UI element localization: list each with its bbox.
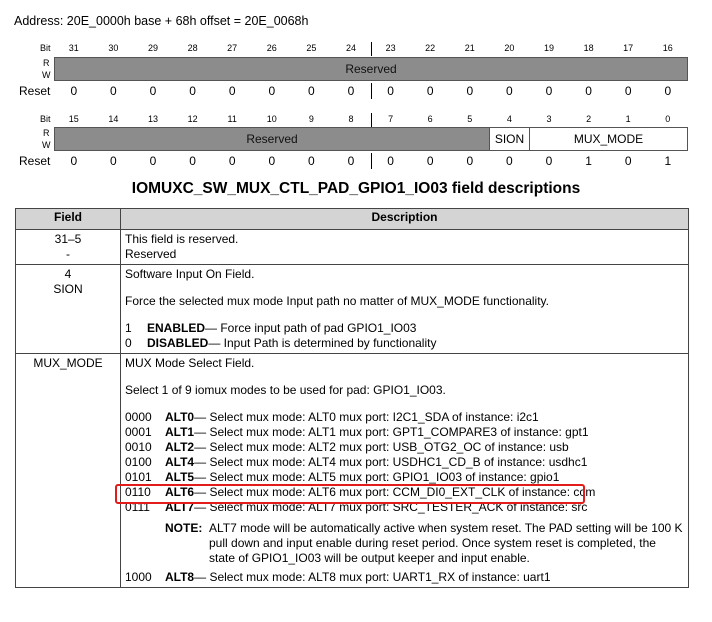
lower-reserved-field: Reserved [54, 127, 490, 151]
reset-value: 0 [228, 84, 236, 98]
bit-number: 18 [583, 43, 594, 53]
bit-number: 0 [665, 114, 671, 124]
description-column-header: Description [121, 209, 689, 230]
reset-value: 0 [545, 154, 553, 168]
enum-value [125, 336, 684, 351]
alt5-highlight-box [115, 484, 585, 504]
enum-code: 1 [125, 321, 132, 335]
table-row [16, 354, 689, 588]
upper-byte-divider [371, 42, 372, 56]
enum-text: — Select mux mode: ALT1 mux port: GPT1_COMPARE3 of instance: gpt1 [194, 425, 589, 439]
address-line: Address: 20E_0000h base + 68h offset = 20E_0068h [14, 14, 309, 28]
mux-mode-option-alt8 [125, 570, 684, 585]
reset-value: 0 [228, 154, 236, 168]
reset-value: 0 [110, 154, 117, 168]
reset-label-lower: Reset [19, 154, 51, 168]
enum-text: — Select mux mode: ALT4 mux port: USDHC1_CD_B of instance: usdhc1 [194, 455, 588, 469]
reset-label: Reset [19, 84, 51, 98]
enum-name: ALT1 [165, 425, 195, 439]
reset-value: 0 [624, 154, 632, 168]
reset-value: 0 [387, 84, 394, 98]
field-cell [16, 265, 121, 354]
bit-number: 27 [227, 43, 238, 53]
enum-code: 0010 [125, 440, 152, 454]
bit-number: 5 [467, 114, 473, 124]
lower-reset-divider [371, 153, 372, 169]
field-column-header: Field [16, 209, 121, 230]
enum-code: 0001 [125, 425, 152, 439]
reset-value: 0 [70, 154, 78, 168]
enum-text: — Force input path of pad GPIO1_IO03 [205, 321, 417, 335]
enum-code: 0101 [125, 470, 152, 484]
bit-label-lower: Bit [40, 114, 51, 124]
mux-mode-option-alt2 [125, 440, 684, 455]
enum-name: ENABLED [147, 321, 206, 335]
bit-number: 12 [187, 114, 198, 124]
reset-value: 0 [585, 84, 592, 98]
description-line: Force the selected mux mode Input path no matter of MUX_MODE functionality. [125, 294, 549, 308]
bit-number: 2 [586, 114, 592, 124]
bit-number: 9 [308, 114, 314, 124]
mux-mode-field: MUX_MODE [529, 127, 688, 151]
reset-value: 0 [545, 84, 553, 98]
reset-value: 0 [308, 154, 315, 168]
enum-name: ALT6 [165, 485, 195, 499]
reset-value: 0 [189, 84, 196, 98]
reset-value: 0 [189, 154, 196, 168]
description-cell [121, 230, 689, 265]
table-header-row [16, 209, 689, 230]
mux-mode-option-alt1 [125, 425, 684, 440]
bit-number: 19 [543, 43, 554, 53]
read-label: R [43, 58, 50, 68]
bit-number: 24 [345, 43, 356, 53]
table-row [16, 230, 689, 265]
reset-value: 0 [664, 84, 672, 98]
enum-code: 0100 [125, 455, 152, 469]
description-line: Select 1 of 9 iomux modes to be used for pad: GPIO1_IO03. [125, 383, 446, 397]
description-line: Reserved [125, 247, 177, 261]
mux-mode-option-alt0 [125, 410, 684, 425]
write-label-lower: W [42, 140, 51, 150]
table-title: IOMUXC_SW_MUX_CTL_PAD_GPIO1_IO03 field descriptions [131, 180, 581, 197]
bit-number: 17 [623, 43, 634, 53]
reset-value: 0 [466, 84, 474, 98]
field-descriptions-table [15, 208, 689, 588]
note-text: ALT7 mode will be automatically active when system reset. The PAD setting will be 100 K pull down and input enable during reset period. Once system reset is completed, the state of GPIO1_IO03 will be output keeper and input enable. [209, 521, 683, 565]
field-name: MUX_MODE [33, 356, 103, 370]
field-cell [16, 354, 121, 588]
enum-name: ALT5 [165, 470, 195, 484]
bit-label: Bit [40, 43, 51, 53]
bit-number: 14 [108, 114, 119, 124]
enum-name: ALT0 [165, 410, 195, 424]
enum-text: — Select mux mode: ALT2 mux port: USB_OTG2_OC of instance: usb [194, 440, 569, 454]
field-name: - [66, 247, 70, 261]
enum-text: — Select mux mode: ALT5 mux port: GPIO1_IO03 of instance: gpio1 [194, 470, 560, 484]
reset-value: 0 [70, 84, 78, 98]
enum-name: ALT4 [165, 455, 195, 469]
reset-value: 0 [506, 154, 513, 168]
enum-name: ALT7 [165, 500, 195, 514]
upper-reserved-field: Reserved [54, 57, 688, 81]
enum-code: 0111 [125, 500, 150, 514]
enum-code: 0000 [125, 410, 152, 424]
description-line: Software Input On Field. [125, 267, 255, 281]
bit-number: 26 [266, 43, 277, 53]
description-line: MUX Mode Select Field. [125, 356, 255, 370]
reset-value: 0 [387, 154, 394, 168]
bit-number: 25 [306, 43, 317, 53]
reset-value: 0 [426, 154, 434, 168]
reset-value: 0 [347, 154, 355, 168]
read-label-lower: R [43, 128, 50, 138]
reset-value: 0 [149, 154, 157, 168]
bit-number: 30 [108, 43, 119, 53]
reset-value: 0 [426, 84, 434, 98]
mux-mode-option-alt5 [125, 470, 684, 485]
reset-value: 0 [268, 154, 276, 168]
bit-number: 20 [504, 43, 515, 53]
enum-name: ALT8 [165, 570, 195, 584]
bit-number: 10 [266, 114, 277, 124]
enum-code: 0110 [125, 485, 151, 499]
bit-number: 8 [348, 114, 354, 124]
field-bits: 31–5 [54, 232, 82, 246]
bit-number: 23 [385, 43, 396, 53]
description-line: This field is reserved. [125, 232, 239, 246]
description-cell [121, 265, 689, 354]
reset-value: 0 [466, 154, 474, 168]
reset-value: 0 [624, 84, 632, 98]
enum-text: — Select mux mode: ALT7 mux port: SRC_TESTER_ACK of instance: src [194, 500, 588, 514]
bit-number: 13 [147, 114, 158, 124]
note-label: NOTE: [165, 521, 203, 535]
reset-value: 0 [149, 84, 157, 98]
bit-number: 6 [427, 114, 433, 124]
bit-number: 3 [546, 114, 552, 124]
bit-number: 15 [68, 114, 79, 124]
lower-byte-divider [371, 113, 372, 127]
enum-value [125, 321, 684, 336]
reset-value: 1 [585, 154, 592, 168]
description-cell [121, 354, 689, 588]
bit-number: 31 [68, 43, 79, 53]
bit-number: 28 [187, 43, 198, 53]
enum-code: 0 [125, 336, 132, 350]
bit-number: 16 [662, 43, 673, 53]
reset-value: 1 [664, 154, 672, 168]
enum-text: — Select mux mode: ALT8 mux port: UART1_RX of instance: uart1 [194, 570, 551, 584]
upper-reset-divider [371, 83, 372, 99]
enum-name: DISABLED [147, 336, 209, 350]
bit-number: 29 [147, 43, 158, 53]
bit-number: 7 [388, 114, 394, 124]
reset-value: 0 [308, 84, 315, 98]
bit-number: 11 [227, 114, 237, 124]
enum-text: — Select mux mode: ALT6 mux port: CCM_DI0_EXT_CLK of instance: ccm [194, 485, 596, 499]
mux-mode-option-alt4 [125, 455, 684, 470]
reset-value: 0 [110, 84, 117, 98]
bit-number: 22 [425, 43, 436, 53]
field-cell [16, 230, 121, 265]
field-name: SION [53, 282, 83, 296]
bit-number: 21 [464, 43, 475, 53]
sion-field: SION [489, 127, 530, 151]
reset-value: 0 [506, 84, 513, 98]
note-block [165, 521, 684, 566]
bit-number: 1 [625, 114, 631, 124]
enum-code: 1000 [125, 570, 152, 584]
enum-text: — Input Path is determined by functionality [208, 336, 437, 350]
bit-number: 4 [506, 114, 512, 124]
write-label: W [42, 70, 51, 80]
enum-text: — Select mux mode: ALT0 mux port: I2C1_SDA of instance: i2c1 [194, 410, 539, 424]
table-row [16, 265, 689, 354]
enum-name: ALT2 [165, 440, 195, 454]
reset-value: 0 [347, 84, 355, 98]
field-bits: 4 [64, 267, 72, 281]
reset-value: 0 [268, 84, 276, 98]
